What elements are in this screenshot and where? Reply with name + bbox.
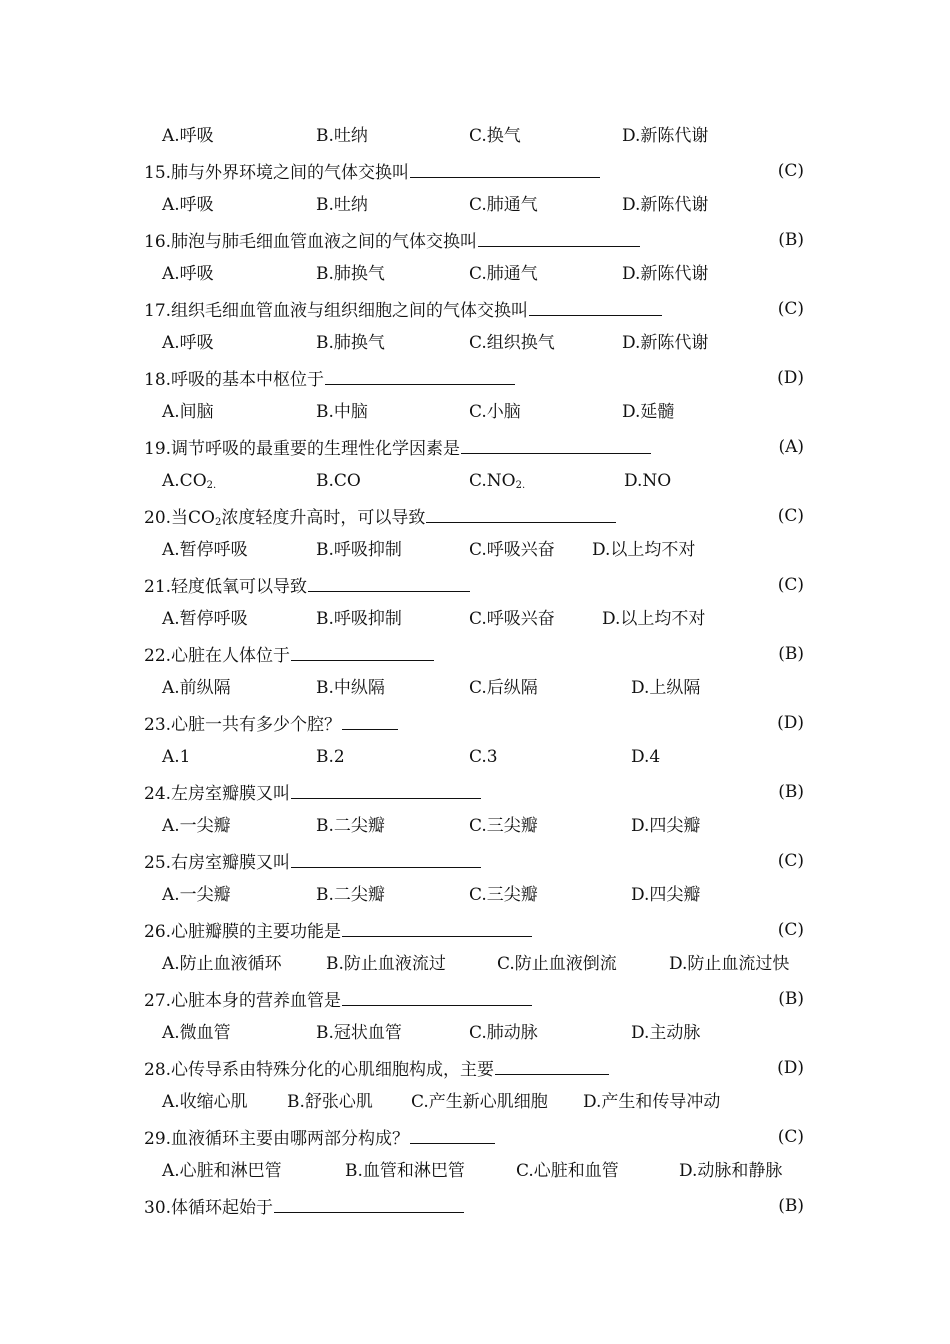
options-line — [0, 743, 950, 771]
option-text: B.中脑 — [316, 402, 368, 422]
option-choice[interactable] — [469, 467, 525, 500]
option-text: B.CO — [316, 471, 361, 491]
option-text: C.小脑 — [469, 402, 521, 422]
option-choice[interactable] — [162, 1088, 248, 1116]
question-text-part: 27.心脏本身的营养血管是 — [144, 991, 342, 1011]
answer-key: (C) — [777, 575, 804, 595]
option-choice[interactable] — [316, 605, 402, 633]
question-text-part: 16.肺泡与肺毛细血管血液之间的气体交换叫 — [144, 232, 478, 252]
answer-blank[interactable] — [426, 502, 616, 523]
answer-key: (D) — [777, 1058, 804, 1078]
question-line — [144, 157, 804, 185]
option-choice[interactable] — [316, 329, 385, 357]
answer-key: (B) — [778, 230, 804, 250]
option-choice[interactable] — [469, 1019, 538, 1047]
option-choice[interactable] — [316, 743, 345, 771]
option-text: A.呼吸 — [162, 195, 214, 215]
question-line — [144, 433, 804, 461]
option-choice[interactable] — [162, 743, 191, 771]
option-choice[interactable] — [326, 950, 446, 978]
option-choice[interactable] — [469, 398, 521, 426]
question-line — [144, 1192, 804, 1220]
option-choice[interactable] — [469, 536, 555, 564]
answer-blank[interactable] — [342, 709, 398, 730]
question-text-part: 18.呼吸的基本中枢位于 — [144, 370, 325, 390]
option-choice[interactable] — [622, 260, 708, 288]
option-choice[interactable] — [162, 260, 214, 288]
option-choice[interactable] — [469, 743, 498, 771]
answer-key: (C) — [777, 1127, 804, 1147]
option-choice[interactable] — [631, 1019, 700, 1047]
question-line — [144, 295, 804, 323]
question-line — [144, 226, 804, 254]
option-text: B.呼吸抑制 — [316, 609, 402, 629]
question-text-part: 24.左房室瓣膜又叫 — [144, 784, 291, 804]
answer-blank[interactable] — [291, 847, 481, 868]
option-choice[interactable] — [679, 1157, 782, 1185]
option-text: A.间脑 — [162, 402, 214, 422]
option-text: B.中纵隔 — [316, 678, 385, 698]
option-choice[interactable] — [162, 122, 214, 150]
option-text: C.组织换气 — [469, 333, 555, 353]
option-choice[interactable] — [162, 881, 231, 909]
options-line — [0, 329, 950, 357]
option-choice[interactable] — [583, 1088, 720, 1116]
option-choice[interactable] — [345, 1157, 465, 1185]
subscript: 2. — [515, 480, 526, 491]
option-choice[interactable] — [316, 398, 368, 426]
question-text — [144, 640, 434, 670]
question-text-part: 20.当CO — [144, 508, 215, 528]
answer-blank[interactable] — [495, 1054, 609, 1075]
question-text — [144, 1123, 495, 1153]
question-text-part: 17.组织毛细血管血液与组织细胞之间的气体交换叫 — [144, 301, 529, 321]
options-line — [0, 605, 950, 633]
question-text-part: 29.血液循环主要由哪两部分构成？ — [144, 1129, 410, 1149]
option-choice[interactable] — [316, 881, 385, 909]
answer-key: (D) — [777, 713, 804, 733]
option-choice[interactable] — [622, 329, 708, 357]
question-line — [144, 1054, 804, 1082]
answer-key: (B) — [778, 782, 804, 802]
option-text: C.NO — [469, 471, 516, 491]
option-choice[interactable] — [592, 536, 695, 564]
question-text-part: 19.调节呼吸的最重要的生理性化学因素是 — [144, 439, 461, 459]
option-text: A.暂停呼吸 — [162, 609, 248, 629]
option-text: C.肺动脉 — [469, 1023, 538, 1043]
option-choice[interactable] — [316, 260, 385, 288]
question-text-part: 23.心脏一共有多少个腔？ — [144, 715, 342, 735]
question-text — [144, 778, 481, 808]
option-choice[interactable] — [622, 191, 708, 219]
answer-key: (C) — [777, 299, 804, 319]
answer-blank[interactable] — [478, 226, 640, 247]
option-choice[interactable] — [411, 1088, 548, 1116]
options-line — [0, 1088, 950, 1116]
option-text: A.CO — [162, 471, 207, 491]
option-text: A.一尖瓣 — [162, 816, 231, 836]
question-line — [144, 847, 804, 875]
question-line — [144, 502, 804, 530]
question-text — [144, 847, 481, 877]
option-text: C.防止血液倒流 — [497, 954, 617, 974]
question-line — [144, 709, 804, 737]
option-text: A.前纵隔 — [162, 678, 231, 698]
option-choice[interactable] — [516, 1157, 619, 1185]
question-text — [144, 364, 515, 394]
options-line — [0, 881, 950, 909]
options-line — [0, 950, 950, 978]
option-choice[interactable] — [316, 536, 402, 564]
option-choice[interactable] — [469, 881, 538, 909]
option-text: C.三尖瓣 — [469, 816, 538, 836]
option-text: B.舒张心肌 — [287, 1092, 373, 1112]
option-choice[interactable] — [631, 812, 700, 840]
option-choice[interactable] — [287, 1088, 373, 1116]
option-choice[interactable] — [497, 950, 617, 978]
answer-key: (A) — [778, 437, 804, 457]
option-text: A.收缩心肌 — [162, 1092, 248, 1112]
question-text — [144, 571, 470, 601]
option-text: D.主动脉 — [631, 1023, 701, 1043]
subscript: 2 — [214, 517, 222, 528]
option-choice[interactable] — [162, 1019, 231, 1047]
option-text: D.以上均不对 — [592, 540, 696, 560]
options-line — [0, 674, 950, 702]
option-text: B.肺换气 — [316, 333, 385, 353]
options-line — [0, 1019, 950, 1047]
option-text: C.心脏和血管 — [516, 1161, 619, 1181]
options-line — [0, 398, 950, 426]
answer-key: (B) — [778, 989, 804, 1009]
option-text: D.新陈代谢 — [622, 264, 709, 284]
question-text-part: 15.肺与外界环境之间的气体交换叫 — [144, 163, 410, 183]
option-choice[interactable] — [622, 122, 708, 150]
answer-key: (D) — [777, 368, 804, 388]
option-choice[interactable] — [316, 674, 385, 702]
question-line — [144, 778, 804, 806]
answer-blank[interactable] — [461, 433, 651, 454]
question-text-part: 26.心脏瓣膜的主要功能是 — [144, 922, 342, 942]
option-choice[interactable] — [631, 743, 660, 771]
question-text-part: 25.右房室瓣膜又叫 — [144, 853, 291, 873]
answer-key: (B) — [778, 1196, 804, 1216]
option-text: C.肺通气 — [469, 264, 538, 284]
option-text: D.防止血流过快 — [669, 954, 790, 974]
subscript: 2. — [206, 480, 217, 491]
option-text: D.新陈代谢 — [622, 195, 709, 215]
question-text — [144, 709, 398, 739]
option-text: C.肺通气 — [469, 195, 538, 215]
option-choice[interactable] — [162, 674, 231, 702]
option-choice[interactable] — [469, 329, 555, 357]
question-text — [144, 985, 532, 1015]
option-text: C.3 — [469, 747, 498, 767]
question-text — [144, 433, 651, 463]
option-choice[interactable] — [162, 1157, 282, 1185]
option-text: B.吐纳 — [316, 126, 368, 146]
option-text: B.冠状血管 — [316, 1023, 402, 1043]
option-text: B.吐纳 — [316, 195, 368, 215]
option-choice[interactable] — [162, 329, 214, 357]
question-line — [144, 640, 804, 668]
option-text: D.新陈代谢 — [622, 126, 709, 146]
option-text: A.呼吸 — [162, 333, 214, 353]
option-text: C.后纵隔 — [469, 678, 538, 698]
option-choice[interactable] — [624, 467, 671, 495]
option-choice[interactable] — [631, 881, 700, 909]
option-choice[interactable] — [316, 191, 368, 219]
options-line — [0, 467, 950, 495]
option-choice[interactable] — [602, 605, 705, 633]
option-choice[interactable] — [162, 950, 282, 978]
options-line — [0, 122, 950, 150]
option-text: A.呼吸 — [162, 264, 214, 284]
answer-blank[interactable] — [274, 1192, 464, 1213]
option-text: B.肺换气 — [316, 264, 385, 284]
option-text: D.以上均不对 — [602, 609, 706, 629]
option-choice[interactable] — [162, 398, 214, 426]
option-text: A.呼吸 — [162, 126, 214, 146]
option-choice[interactable] — [162, 605, 248, 633]
options-line — [0, 191, 950, 219]
question-text-part: 30.体循环起始于 — [144, 1198, 274, 1218]
answer-key: (C) — [777, 851, 804, 871]
option-text: A.防止血液循环 — [162, 954, 282, 974]
answer-blank[interactable] — [291, 640, 434, 661]
question-text — [144, 916, 532, 946]
option-text: B.二尖瓣 — [316, 816, 385, 836]
question-text — [144, 1054, 609, 1084]
question-text-part: 28.心传导系由特殊分化的心肌细胞构成，主要 — [144, 1060, 495, 1080]
option-choice[interactable] — [316, 1019, 402, 1047]
option-text: D.产生和传导冲动 — [583, 1092, 721, 1112]
question-line — [144, 571, 804, 599]
option-choice[interactable] — [469, 260, 538, 288]
option-text: B.血管和淋巴管 — [345, 1161, 465, 1181]
answer-blank[interactable] — [342, 916, 532, 937]
answer-blank[interactable] — [342, 985, 532, 1006]
option-text: B.防止血液流过 — [326, 954, 446, 974]
option-choice[interactable] — [469, 605, 555, 633]
option-choice[interactable] — [316, 122, 368, 150]
option-choice[interactable] — [162, 536, 248, 564]
option-choice[interactable] — [622, 398, 674, 426]
option-text: C.产生新心肌细胞 — [411, 1092, 548, 1112]
answer-key: (C) — [777, 161, 804, 181]
option-choice[interactable] — [469, 812, 538, 840]
question-text — [144, 295, 662, 325]
option-text: D.四尖瓣 — [631, 816, 701, 836]
option-text: D.NO — [624, 471, 672, 491]
option-text: D.新陈代谢 — [622, 333, 709, 353]
option-text: A.心脏和淋巴管 — [162, 1161, 282, 1181]
option-text: B.二尖瓣 — [316, 885, 385, 905]
question-line — [144, 985, 804, 1013]
option-text: D.延髓 — [622, 402, 675, 422]
options-line — [0, 260, 950, 288]
option-text: A.1 — [162, 747, 191, 767]
option-text: D.动脉和静脉 — [679, 1161, 783, 1181]
options-line — [0, 536, 950, 564]
question-line — [144, 916, 804, 944]
question-text-part: 浓度轻度升高时，可以导致 — [221, 508, 426, 528]
option-text: B.2 — [316, 747, 345, 767]
answer-blank[interactable] — [291, 778, 481, 799]
answer-key: (B) — [778, 644, 804, 664]
option-choice[interactable] — [316, 467, 361, 495]
option-text: B.呼吸抑制 — [316, 540, 402, 560]
option-text: C.呼吸兴奋 — [469, 540, 555, 560]
question-text — [144, 502, 616, 537]
question-line — [144, 1123, 804, 1151]
question-text-part: 21.轻度低氧可以导致 — [144, 577, 308, 597]
answer-blank[interactable] — [410, 157, 600, 178]
option-text: C.换气 — [469, 126, 521, 146]
option-choice[interactable] — [469, 122, 521, 150]
option-choice[interactable] — [162, 467, 216, 500]
option-choice[interactable] — [316, 812, 385, 840]
answer-blank[interactable] — [529, 295, 662, 316]
answer-blank[interactable] — [410, 1123, 495, 1144]
option-text: A.一尖瓣 — [162, 885, 231, 905]
option-text: C.呼吸兴奋 — [469, 609, 555, 629]
option-choice[interactable] — [469, 191, 538, 219]
answer-blank[interactable] — [308, 571, 470, 592]
question-text — [144, 226, 640, 256]
option-choice[interactable] — [469, 674, 538, 702]
option-text: A.微血管 — [162, 1023, 231, 1043]
options-line — [0, 1157, 950, 1185]
option-choice[interactable] — [669, 950, 789, 978]
option-text: D.上纵隔 — [631, 678, 701, 698]
option-text: D.4 — [631, 747, 661, 767]
question-line — [144, 364, 804, 392]
option-choice[interactable] — [162, 812, 231, 840]
option-text: D.四尖瓣 — [631, 885, 701, 905]
answer-key: (C) — [777, 506, 804, 526]
question-text — [144, 157, 600, 187]
option-choice[interactable] — [631, 674, 700, 702]
question-text — [144, 1192, 464, 1222]
option-text: A.暂停呼吸 — [162, 540, 248, 560]
option-text: C.三尖瓣 — [469, 885, 538, 905]
answer-key: (C) — [777, 920, 804, 940]
answer-blank[interactable] — [325, 364, 515, 385]
options-line — [0, 812, 950, 840]
option-choice[interactable] — [162, 191, 214, 219]
question-text-part: 22.心脏在人体位于 — [144, 646, 291, 666]
